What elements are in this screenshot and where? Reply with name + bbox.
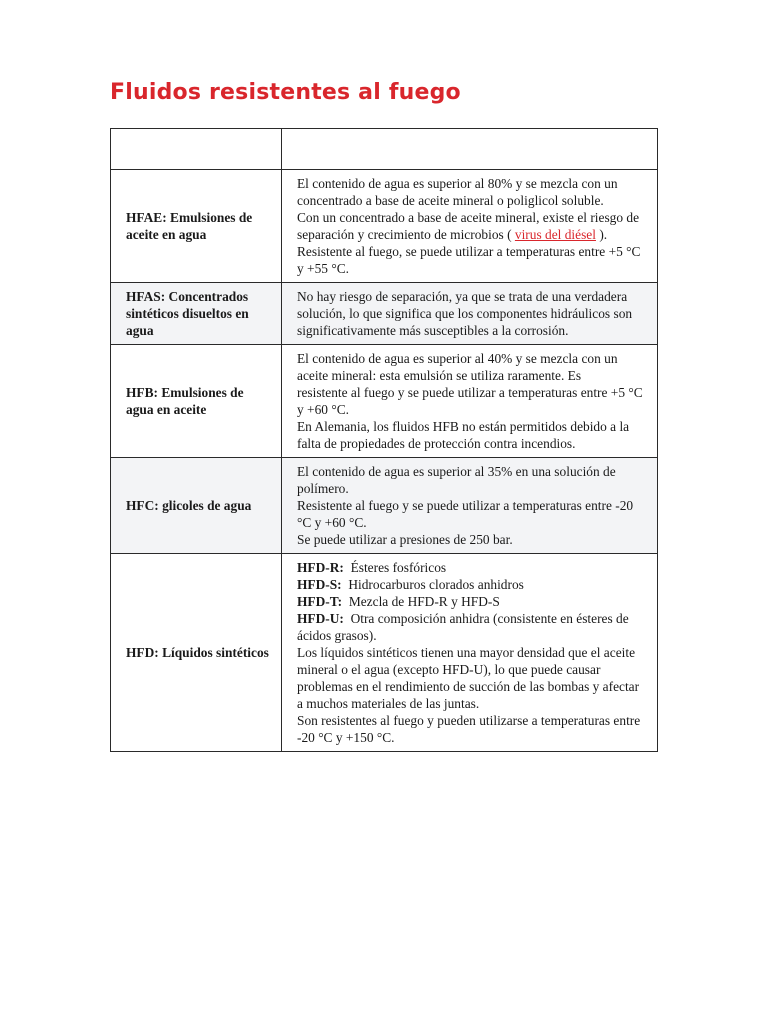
description-line: En Alemania, los fluidos HFB no están permitidos debido a la falta de propiedades de protección contra incendios. — [297, 419, 630, 451]
description-line: Son resistentes al fuego y pueden utilizarse a temperaturas entre -20 °C y +150 °C. — [297, 713, 641, 745]
fluid-description — [282, 345, 658, 458]
table-row-hfd — [111, 554, 658, 752]
fluid-name: HFB: Emulsiones de agua en aceite — [111, 345, 282, 458]
page-title: Fluidos resistentes al fuego — [110, 80, 461, 105]
description-line: El contenido de agua es superior al 80% y se mezcla con un concentrado a base de aceite mineral o poliglicol soluble. — [297, 176, 618, 208]
description-line: No hay riesgo de separación, ya que se trata de una verdadera solución, lo que significa que los componentes hidráulicos son significativamente más susceptibles a la corrosión. — [297, 289, 633, 338]
description-line: Resistente al fuego y se puede utilizar a temperaturas entre -20 °C y +60 °C. — [297, 498, 634, 530]
subtype-code: HFD-T: — [297, 594, 343, 609]
header-cell-description — [282, 129, 658, 170]
subtype-code: HFD-S: — [297, 577, 342, 592]
description-line: El contenido de agua es superior al 40% y se mezcla con un aceite mineral: esta emulsión se utiliza raramente. Es — [297, 351, 618, 383]
subtype-line — [297, 559, 647, 576]
virus-diesel-link[interactable]: virus del diésel — [514, 227, 596, 242]
description-text: ). — [595, 227, 608, 242]
table-row-hfc — [111, 458, 658, 554]
fluid-name: HFAE: Emulsiones de aceite en agua — [111, 170, 282, 283]
fluid-description — [282, 170, 658, 283]
table-row-hfb — [111, 345, 658, 458]
subtype-line — [297, 593, 647, 610]
description-line: Los líquidos sintéticos tienen una mayor densidad que el aceite mineral o el agua (excepto HFD-U), lo que puede causar problemas en el rendimiento de succión de las bombas y afectar a muchos materiales de las juntas. — [297, 645, 640, 711]
subtype-code: HFD-U: — [297, 611, 344, 626]
header-cell-name — [111, 129, 282, 170]
subtype-text: Ésteres fosfóricos — [350, 560, 447, 575]
fluid-name: HFAS: Concentrados sintéticos disueltos en agua — [111, 283, 282, 345]
subtype-text: Otra composición anhidra (consistente en ésteres de ácidos grasos). — [297, 611, 629, 643]
fluids-table — [110, 128, 658, 752]
fluid-name: HFD: Líquidos sintéticos — [111, 554, 282, 752]
subtype-text: Mezcla de HFD-R y HFD-S — [348, 594, 500, 609]
table-header-row — [111, 129, 658, 170]
subtype-line — [297, 610, 647, 644]
table-row-hfae — [111, 170, 658, 283]
description-line: resistente al fuego y se puede utilizar a temperaturas entre +5 °C y +60 °C. — [297, 385, 643, 417]
table-row-hfas — [111, 283, 658, 345]
subtype-text: Hidrocarburos clorados anhidros — [348, 577, 524, 592]
description-line: El contenido de agua es superior al 35% en una solución de polímero. — [297, 464, 616, 496]
subtype-line — [297, 576, 647, 593]
description-line: Resistente al fuego, se puede utilizar a temperaturas entre +5 °C y +55 °C. — [297, 244, 641, 276]
fluid-description — [282, 283, 658, 345]
fluid-description — [282, 554, 658, 752]
description-line-with-link — [297, 209, 647, 243]
fluid-description — [282, 458, 658, 554]
fluid-name: HFC: glicoles de agua — [111, 458, 282, 554]
description-line: Se puede utilizar a presiones de 250 bar. — [297, 532, 513, 547]
description-text: Con un concentrado a base de aceite mineral, existe el riesgo de separación y crecimiento de microbios ( — [297, 210, 640, 242]
subtype-code: HFD-R: — [297, 560, 344, 575]
